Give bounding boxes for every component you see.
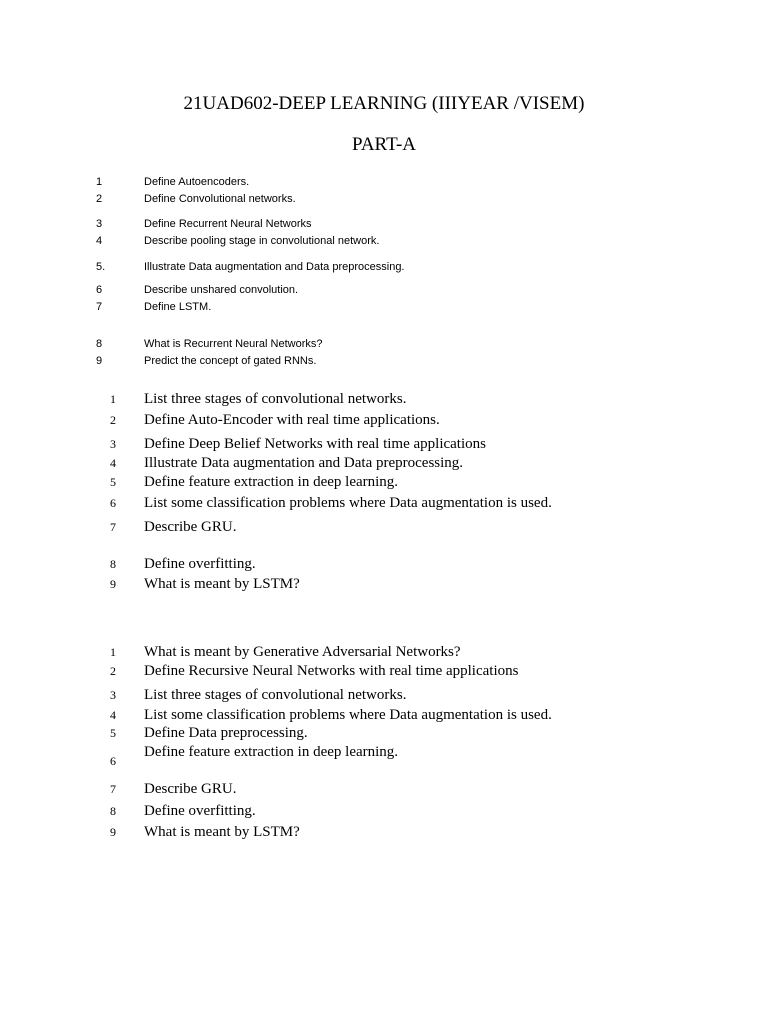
question-row bbox=[0, 742, 768, 768]
question-text: List some classification problems where Data augmentation is used. bbox=[144, 495, 552, 511]
question-row bbox=[0, 822, 768, 842]
question-text: Define Convolutional networks. bbox=[144, 193, 296, 205]
question-number: 9 bbox=[96, 355, 103, 367]
question-number: 2 bbox=[110, 664, 116, 678]
question-row bbox=[0, 434, 768, 454]
question-number: 4 bbox=[96, 235, 103, 247]
question-text: Describe GRU. bbox=[144, 519, 237, 535]
question-row bbox=[0, 493, 768, 513]
question-row bbox=[0, 685, 768, 705]
question-row bbox=[0, 801, 768, 821]
question-number: 8 bbox=[110, 804, 116, 818]
question-number: 1 bbox=[110, 392, 116, 406]
document-title: 21UAD602-DEEP LEARNING (IIIYEAR /VISEM) bbox=[183, 93, 585, 114]
question-text: Describe pooling stage in convolutional network. bbox=[144, 235, 380, 247]
question-text: Define Recursive Neural Networks with real time applications bbox=[144, 663, 519, 679]
question-number: 4 bbox=[110, 708, 116, 722]
question-number: 8 bbox=[96, 338, 103, 350]
question-row bbox=[0, 453, 768, 473]
question-text: Define Data preprocessing. bbox=[144, 725, 308, 741]
question-row bbox=[0, 642, 768, 662]
question-text: What is meant by LSTM? bbox=[144, 576, 300, 592]
question-number: 3 bbox=[110, 688, 116, 702]
question-text: Predict the concept of gated RNNs. bbox=[144, 355, 317, 367]
question-text: Define Deep Belief Networks with real time applications bbox=[144, 436, 486, 452]
question-row bbox=[0, 574, 768, 594]
question-number: 2 bbox=[96, 193, 103, 205]
question-row bbox=[0, 554, 768, 574]
question-text: What is meant by LSTM? bbox=[144, 824, 300, 840]
question-number: 4 bbox=[110, 456, 116, 470]
question-row bbox=[0, 231, 768, 251]
question-text: Define feature extraction in deep learning. bbox=[144, 744, 399, 760]
question-text: List three stages of convolutional networks. bbox=[144, 687, 407, 703]
question-number: 7 bbox=[110, 520, 116, 534]
question-row bbox=[0, 297, 768, 317]
question-row bbox=[0, 705, 768, 725]
question-text: What is meant by Generative Adversarial Networks? bbox=[144, 644, 461, 660]
question-text: Define overfitting. bbox=[144, 556, 256, 572]
question-text: Describe GRU. bbox=[144, 781, 237, 797]
question-number: 3 bbox=[96, 218, 103, 230]
question-number: 7 bbox=[110, 782, 116, 796]
question-text: List three stages of convolutional networks. bbox=[144, 391, 407, 407]
question-row bbox=[0, 189, 768, 209]
question-number: 9 bbox=[110, 577, 116, 591]
question-number: 7 bbox=[96, 301, 103, 313]
question-row bbox=[0, 661, 768, 681]
question-number: 9 bbox=[110, 825, 116, 839]
question-number: 6 bbox=[110, 754, 116, 768]
part-heading: PART-A bbox=[352, 134, 416, 155]
question-number: 5 bbox=[110, 475, 116, 489]
question-text: Illustrate Data augmentation and Data preprocessing. bbox=[144, 455, 464, 471]
question-row bbox=[0, 410, 768, 430]
question-text: Define Recurrent Neural Networks bbox=[144, 218, 312, 230]
question-number: 6 bbox=[96, 284, 103, 296]
question-text: Define LSTM. bbox=[144, 301, 212, 313]
question-text: List some classification problems where Data augmentation is used. bbox=[144, 707, 552, 723]
question-number: 2 bbox=[110, 413, 116, 427]
question-text: Illustrate Data augmentation and Data preprocessing. bbox=[144, 261, 405, 273]
question-text: Define overfitting. bbox=[144, 803, 256, 819]
question-number: 5 bbox=[110, 726, 116, 740]
question-row bbox=[0, 351, 768, 371]
question-text: What is Recurrent Neural Networks? bbox=[144, 338, 323, 350]
question-number: 3 bbox=[110, 437, 116, 451]
question-text: Define Autoencoders. bbox=[144, 176, 250, 188]
question-number: 6 bbox=[110, 496, 116, 510]
question-number: 8 bbox=[110, 557, 116, 571]
question-row bbox=[0, 779, 768, 799]
question-row bbox=[0, 517, 768, 537]
question-row bbox=[0, 723, 768, 743]
question-number: 5. bbox=[96, 261, 106, 273]
question-number: 1 bbox=[110, 645, 116, 659]
question-text: Define Auto-Encoder with real time applications. bbox=[144, 412, 440, 428]
question-row bbox=[0, 472, 768, 492]
question-text: Define feature extraction in deep learning. bbox=[144, 474, 399, 490]
question-row bbox=[0, 257, 768, 277]
question-number: 1 bbox=[96, 176, 103, 188]
question-row bbox=[0, 389, 768, 409]
question-text: Describe unshared convolution. bbox=[144, 284, 299, 296]
